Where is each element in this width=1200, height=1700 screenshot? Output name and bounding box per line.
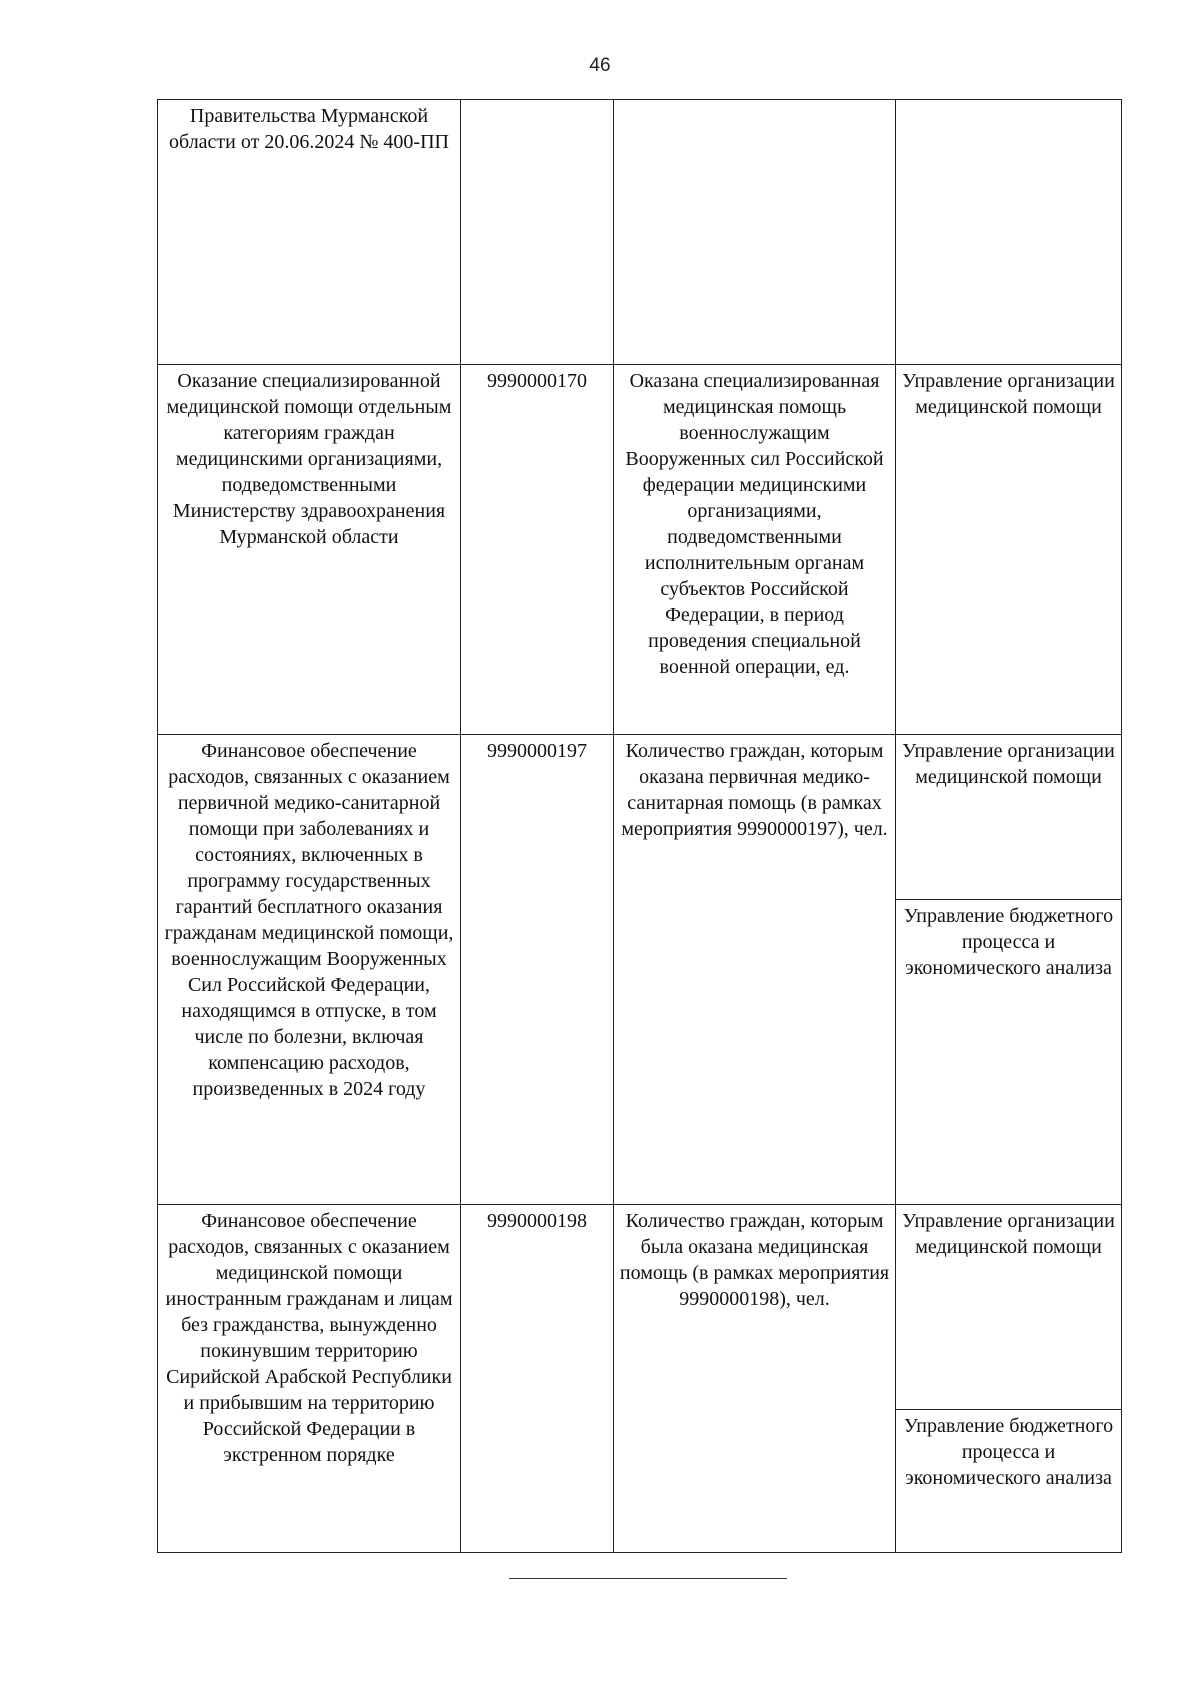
responsible-unit: Управление организации медицинской помощи <box>902 370 1115 418</box>
budget-code-cell <box>461 1205 614 1553</box>
indicator-cell <box>614 365 896 735</box>
indicator-cell <box>614 1205 896 1553</box>
responsible-cell <box>896 1205 1122 1553</box>
responsible-unit: Управление бюджетного процесса и экономического анализа <box>903 905 1114 979</box>
measure-name: Финансовое обеспечение расходов, связанных с оказанием первичной медико-санитарной помощи при заболеваниях и состояниях, включенных в программу государственных гарантий бесплатного оказания гражданам медицинской помощи, военнослужащим Вооруженных Сил Российской Федерации, находящимся в отпуске, в том числе по болезни, включая компенсацию расходов, произведенных в 2024 году <box>164 740 454 1100</box>
budget-code-cell <box>461 100 614 365</box>
responsible-cell <box>896 100 1122 365</box>
table-row <box>158 100 1122 365</box>
budget-code-cell <box>461 365 614 735</box>
table-row <box>158 735 1122 1205</box>
end-separator-line <box>509 1578 787 1579</box>
table-row <box>158 365 1122 735</box>
responsible-cell <box>896 735 1122 1205</box>
responsible-unit: Управление организации медицинской помощи <box>902 1210 1115 1258</box>
indicator-text: Количество граждан, которым была оказана медицинская помощь (в рамках мероприятия 9990000198), чел. <box>619 1210 890 1310</box>
indicator-cell <box>614 735 896 1205</box>
budget-code: 9990000197 <box>487 740 587 762</box>
budget-code: 9990000170 <box>487 370 587 392</box>
responsible-unit-box <box>896 1205 1121 1410</box>
responsible-unit-box <box>896 900 1121 981</box>
responsible-cell <box>896 365 1122 735</box>
measure-name-cell <box>158 365 461 735</box>
budget-code-cell <box>461 735 614 1205</box>
indicator-text: Оказана специализированная медицинская помощь военнослужащим Вооруженных сил Российской федерации медицинскими организациями, подведомственными исполнительным органам субъектов Российской Федерации, в период проведения специальной военной операции, ед. <box>625 370 884 678</box>
measure-name-cell <box>158 100 461 365</box>
measure-name: Оказание специализированной медицинской помощи отдельным категориям граждан медицинскими организациями, подведомственными Министерству здравоохранения Мурманской области <box>166 370 452 548</box>
responsible-unit-box <box>896 1410 1121 1491</box>
responsible-unit: Управление бюджетного процесса и экономического анализа <box>903 1415 1114 1489</box>
measure-name-cell <box>158 1205 461 1553</box>
measure-name: Правительства Мурманской области от 20.06.2024 № 400-ПП <box>169 105 449 153</box>
budget-code: 9990000198 <box>487 1210 587 1232</box>
measure-name-cell <box>158 735 461 1205</box>
measures-table <box>157 99 1122 1553</box>
indicator-cell <box>614 100 896 365</box>
page-number: 46 <box>589 55 611 76</box>
responsible-unit-box <box>896 735 1121 900</box>
indicator-text: Количество граждан, которым оказана первичная медико-санитарная помощь (в рамках мероприятия 9990000197), чел. <box>621 740 888 840</box>
responsible-unit: Управление организации медицинской помощи <box>902 740 1115 788</box>
measure-name: Финансовое обеспечение расходов, связанных с оказанием медицинской помощи иностранным гражданам и лицам без гражданства, вынужденно покинувшим территорию Сирийской Арабской Республики и прибывшим на территорию Российской Федерации в экстренном порядке <box>165 1210 453 1466</box>
table-row <box>158 1205 1122 1553</box>
